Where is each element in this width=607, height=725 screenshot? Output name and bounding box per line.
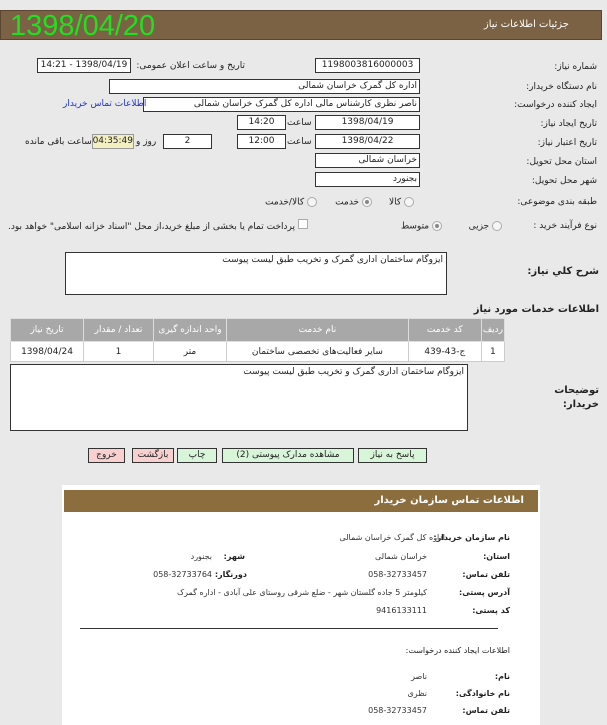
buyer-notes-label2: خریدار:: [562, 399, 599, 410]
postal-label: کد پستی:: [472, 606, 510, 615]
fax-label: دورنگار:: [214, 570, 247, 579]
radio-selected-icon[interactable]: [362, 197, 372, 207]
address-value: کیلومتر 5 جاده گلستان شهر - ضلع شرقی روستای علی آبادی - اداره گمرک: [176, 588, 427, 597]
phone-label: تلفن تماس:: [462, 570, 510, 579]
payment-checkbox[interactable]: [298, 219, 308, 229]
family-label: نام خانوادگی:: [455, 689, 510, 698]
announce-label: تاریخ و ساعت اعلان عمومی:: [136, 61, 245, 71]
days-field[interactable]: 2: [163, 134, 212, 149]
buyer-label: نام دستگاه خریدار:: [526, 82, 597, 92]
need-number-label: شماره نیاز:: [554, 62, 597, 72]
process-label: نوع فرآیند خرید :: [533, 221, 597, 231]
buyer-notes-textarea[interactable]: ایزوگام ساختمان اداری گمرک و تخریب طبق لیست پیوست: [10, 364, 468, 431]
province-value-c: خراسان شمالی: [374, 552, 427, 561]
created-date-label: تاریخ ایجاد نیاز:: [540, 119, 597, 129]
category-kala[interactable]: کالا: [389, 197, 414, 208]
description-textarea[interactable]: ایزوگام ساختمان اداری گمرک و تخریب طبق لیست پیوست: [65, 252, 447, 295]
created-time-label: ساعت: [287, 118, 312, 128]
city-label: شهر محل تحویل:: [531, 176, 597, 186]
creator-title: اطلاعات ایجاد کننده درخواست:: [405, 646, 510, 655]
category-both[interactable]: کالا/خدمت: [265, 197, 317, 208]
province-field[interactable]: خراسان شمالی: [315, 153, 420, 168]
announce-field[interactable]: 1398/04/19 - 14:21: [37, 58, 131, 73]
org-value: اداره کل گمرک خراسان شمالی: [339, 533, 445, 542]
city-label-c: شهر:: [223, 552, 245, 561]
buyer-notes-label1: توضیحات: [554, 385, 599, 396]
services-title: اطلاعات خدمات مورد نیاز: [473, 304, 599, 315]
days-label: روز و: [136, 137, 157, 147]
category-label: طبقه بندی موضوعی:: [517, 197, 597, 207]
phone-value: 058-32733457: [368, 570, 427, 579]
radio-icon[interactable]: [492, 221, 502, 231]
col-code: کد خدمت: [408, 319, 481, 342]
province-label: استان محل تحویل:: [526, 157, 597, 167]
family-value: نظری: [407, 689, 427, 698]
buyer-field[interactable]: اداره کل گمرک خراسان شمالی: [109, 79, 420, 94]
valid-time-label: ساعت: [287, 137, 312, 147]
valid-date-label: تاریخ اعتبار نیاز:: [537, 138, 597, 148]
description-label: شرح کلي نياز:: [527, 266, 599, 277]
payment-note: پرداخت تمام یا بخشی از مبلغ خرید،از محل "اسناد خزانه اسلامی" خواهد بود.: [7, 222, 295, 232]
created-date-field[interactable]: 1398/04/19: [315, 115, 420, 130]
remaining-label: ساعت باقی مانده: [25, 137, 92, 147]
radio-icon[interactable]: [404, 197, 414, 207]
valid-date-field[interactable]: 1398/04/22: [315, 134, 420, 149]
created-time-field[interactable]: 14:20: [237, 115, 286, 130]
print-button[interactable]: چاپ: [177, 448, 217, 463]
creator-phone-value: 058-32733457: [368, 706, 427, 715]
creator-phone-label: تلفن تماس:: [462, 706, 510, 715]
col-date: تاریخ نیاز: [11, 319, 84, 342]
col-qty: تعداد / مقدار: [84, 319, 154, 342]
cell-date: 1398/04/24: [11, 342, 84, 362]
postal-value: 9416133111: [376, 606, 427, 615]
date-stamp: 1398/04/20: [10, 10, 156, 42]
col-unit: واحد اندازه گیری: [154, 319, 227, 342]
province-label-c: استان:: [483, 552, 510, 561]
fax-value: 058-32733764: [153, 570, 212, 579]
name-label: نام:: [494, 672, 510, 681]
need-number-field[interactable]: 1198003816000003: [315, 58, 420, 73]
table-header: [11, 319, 505, 342]
view-documents-button[interactable]: مشاهده مدارک پیوستی (2): [222, 448, 354, 463]
buyer-contact-link[interactable]: اطلاعات تماس خریدار: [63, 99, 147, 109]
cell-name: سایر فعالیت‌های تخصصی ساختمان: [227, 342, 409, 362]
category-khedmat[interactable]: خدمت: [335, 197, 372, 208]
contact-header: [64, 490, 538, 512]
reply-button[interactable]: پاسخ به نیاز: [358, 448, 427, 463]
org-label: نام سازمان خریدار:: [433, 533, 510, 542]
cell-code: ج-43-439: [408, 342, 481, 362]
process-minor[interactable]: جزیی: [469, 221, 502, 232]
cell-row: 1: [481, 342, 504, 362]
name-value: ناصر: [411, 672, 427, 681]
city-value-c: بجنورد: [190, 552, 212, 561]
col-name: نام خدمت: [227, 319, 409, 342]
exit-button[interactable]: خروج: [88, 448, 125, 463]
services-table: [10, 318, 505, 362]
divider: [80, 628, 498, 629]
creator-label: ایجاد کننده درخواست:: [514, 100, 597, 110]
col-row: ردیف: [481, 319, 504, 342]
page-title: جزئیات اطلاعات نیاز: [483, 19, 569, 30]
remaining-time: 04:35:49: [92, 134, 134, 149]
valid-time-field[interactable]: 12:00: [237, 134, 286, 149]
creator-field[interactable]: ناصر نظری کارشناس مالی اداره کل گمرک خراسان شمالی: [143, 97, 420, 112]
radio-icon[interactable]: [307, 197, 317, 207]
back-button[interactable]: بازگشت: [132, 448, 174, 463]
cell-qty: 1: [84, 342, 154, 362]
process-medium[interactable]: متوسط: [401, 221, 442, 232]
radio-selected-icon[interactable]: [432, 221, 442, 231]
cell-unit: متر: [154, 342, 227, 362]
city-field[interactable]: بجنورد: [315, 172, 420, 187]
contact-title: اطلاعات تماس سازمان خریدار: [374, 495, 524, 506]
table-row: [11, 342, 505, 362]
address-label: آدرس پستی:: [459, 588, 510, 597]
